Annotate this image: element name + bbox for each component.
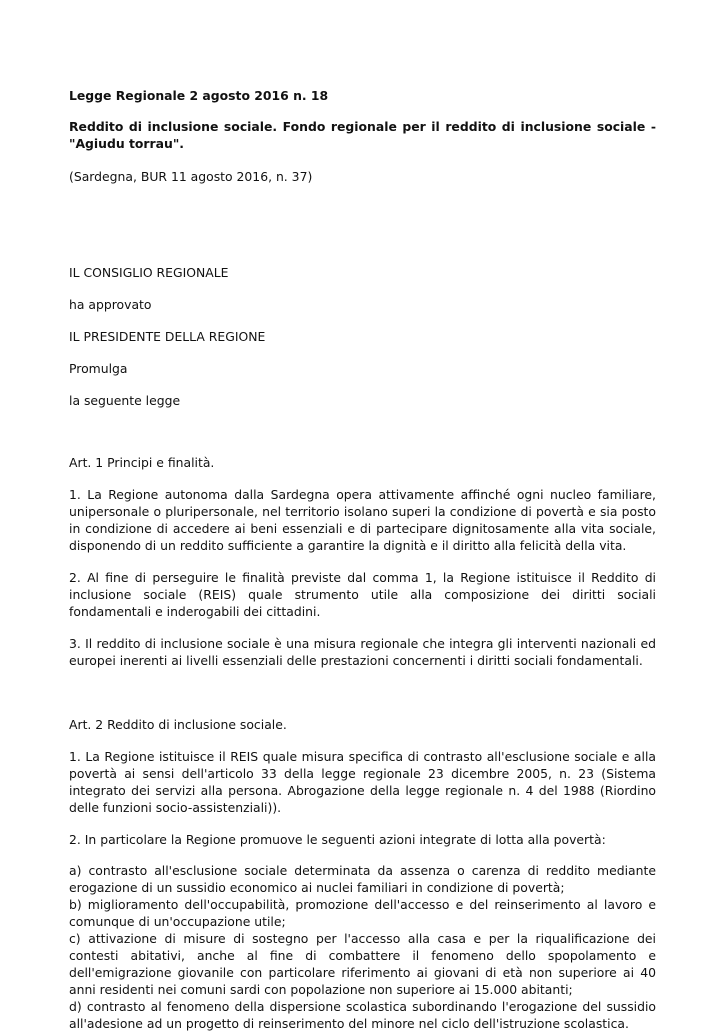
law-title: Legge Regionale 2 agosto 2016 n. 18	[69, 88, 329, 103]
approved-line: ha approvato	[69, 297, 152, 312]
list-item: a) contrasto all'esclusione sociale determinata da assenza o carenza di reddito mediante erogazione di un sussidio economico ai nuclei familiari in condizione di povertà;	[69, 863, 656, 895]
article-2-action-list	[69, 862, 656, 1032]
publication-source: (Sardegna, BUR 11 agosto 2016, n. 37)	[69, 169, 313, 184]
list-item: d) contrasto al fenomeno della dispersione scolastica subordinando l'erogazione del sussidio all'adesione ad un progetto di reinserimento del minore nel ciclo dell'istruzione scolastica.	[69, 999, 656, 1031]
list-item: b) miglioramento dell'occupabilità, promozione dell'accesso e del reinserimento al lavoro e comunque di un'occupazione utile;	[69, 897, 656, 929]
article-2-heading: Art. 2 Reddito di inclusione sociale.	[69, 717, 287, 732]
article-2-paragraph-1: 1. La Regione istituisce il REIS quale misura specifica di contrasto all'esclusione sociale e alla povertà ai sensi dell'articolo 33 della legge regionale 23 dicembre 2005, n. 23 (Sistema integrato dei servizi alla persona. Abrogazione della legge regionale n. 4 del 1988 (Riordino delle funzioni socio-assistenziali)).	[69, 749, 656, 815]
promulga-line: Promulga	[69, 361, 128, 376]
article-2-paragraph-2: 2. In particolare la Regione promuove le seguenti azioni integrate di lotta alla povertà:	[69, 832, 606, 847]
article-1-heading: Art. 1 Principi e finalità.	[69, 455, 215, 470]
council-heading: IL CONSIGLIO REGIONALE	[69, 265, 229, 280]
article-1-paragraph-1: 1. La Regione autonoma dalla Sardegna opera attivamente affinché ogni nucleo familiare, unipersonale o pluripersonale, nel territorio isolano superi la condizione di povertà e sia posto in condizione di accedere ai beni essenziali e di partecipare dignitosamente alla vita sociale, disponendo di un reddito sufficiente a garantire la dignità e il diritto alla felicità della vita.	[69, 487, 656, 553]
article-1-paragraph-2: 2. Al fine di perseguire le finalità previste dal comma 1, la Regione istituisce il Reddito di inclusione sociale (REIS) quale strumento utile alla composizione dei diritti sociali fondamentali e inderogabili dei cittadini.	[69, 570, 656, 619]
law-subtitle: Reddito di inclusione sociale. Fondo regionale per il reddito di inclusione sociale - "Agiudu torrau".	[69, 119, 656, 151]
list-item: c) attivazione di misure di sostegno per l'accesso alla casa e per la riqualificazione dei contesti abitativi, anche al fine di combattere il fenomeno dello spopolamento e dell'emigrazione giovanile con particolare riferimento ai giovani di età non superiore ai 40 anni residenti nei comuni sardi con popolazione non superiore ai 15.000 abitanti;	[69, 931, 656, 997]
president-heading: IL PRESIDENTE DELLA REGIONE	[69, 329, 266, 344]
article-1-paragraph-3: 3. Il reddito di inclusione sociale è una misura regionale che integra gli interventi nazionali ed europei inerenti ai livelli essenziali delle prestazioni concernenti i diritti sociali fondamentali.	[69, 636, 656, 668]
law-intro-line: la seguente legge	[69, 393, 181, 408]
